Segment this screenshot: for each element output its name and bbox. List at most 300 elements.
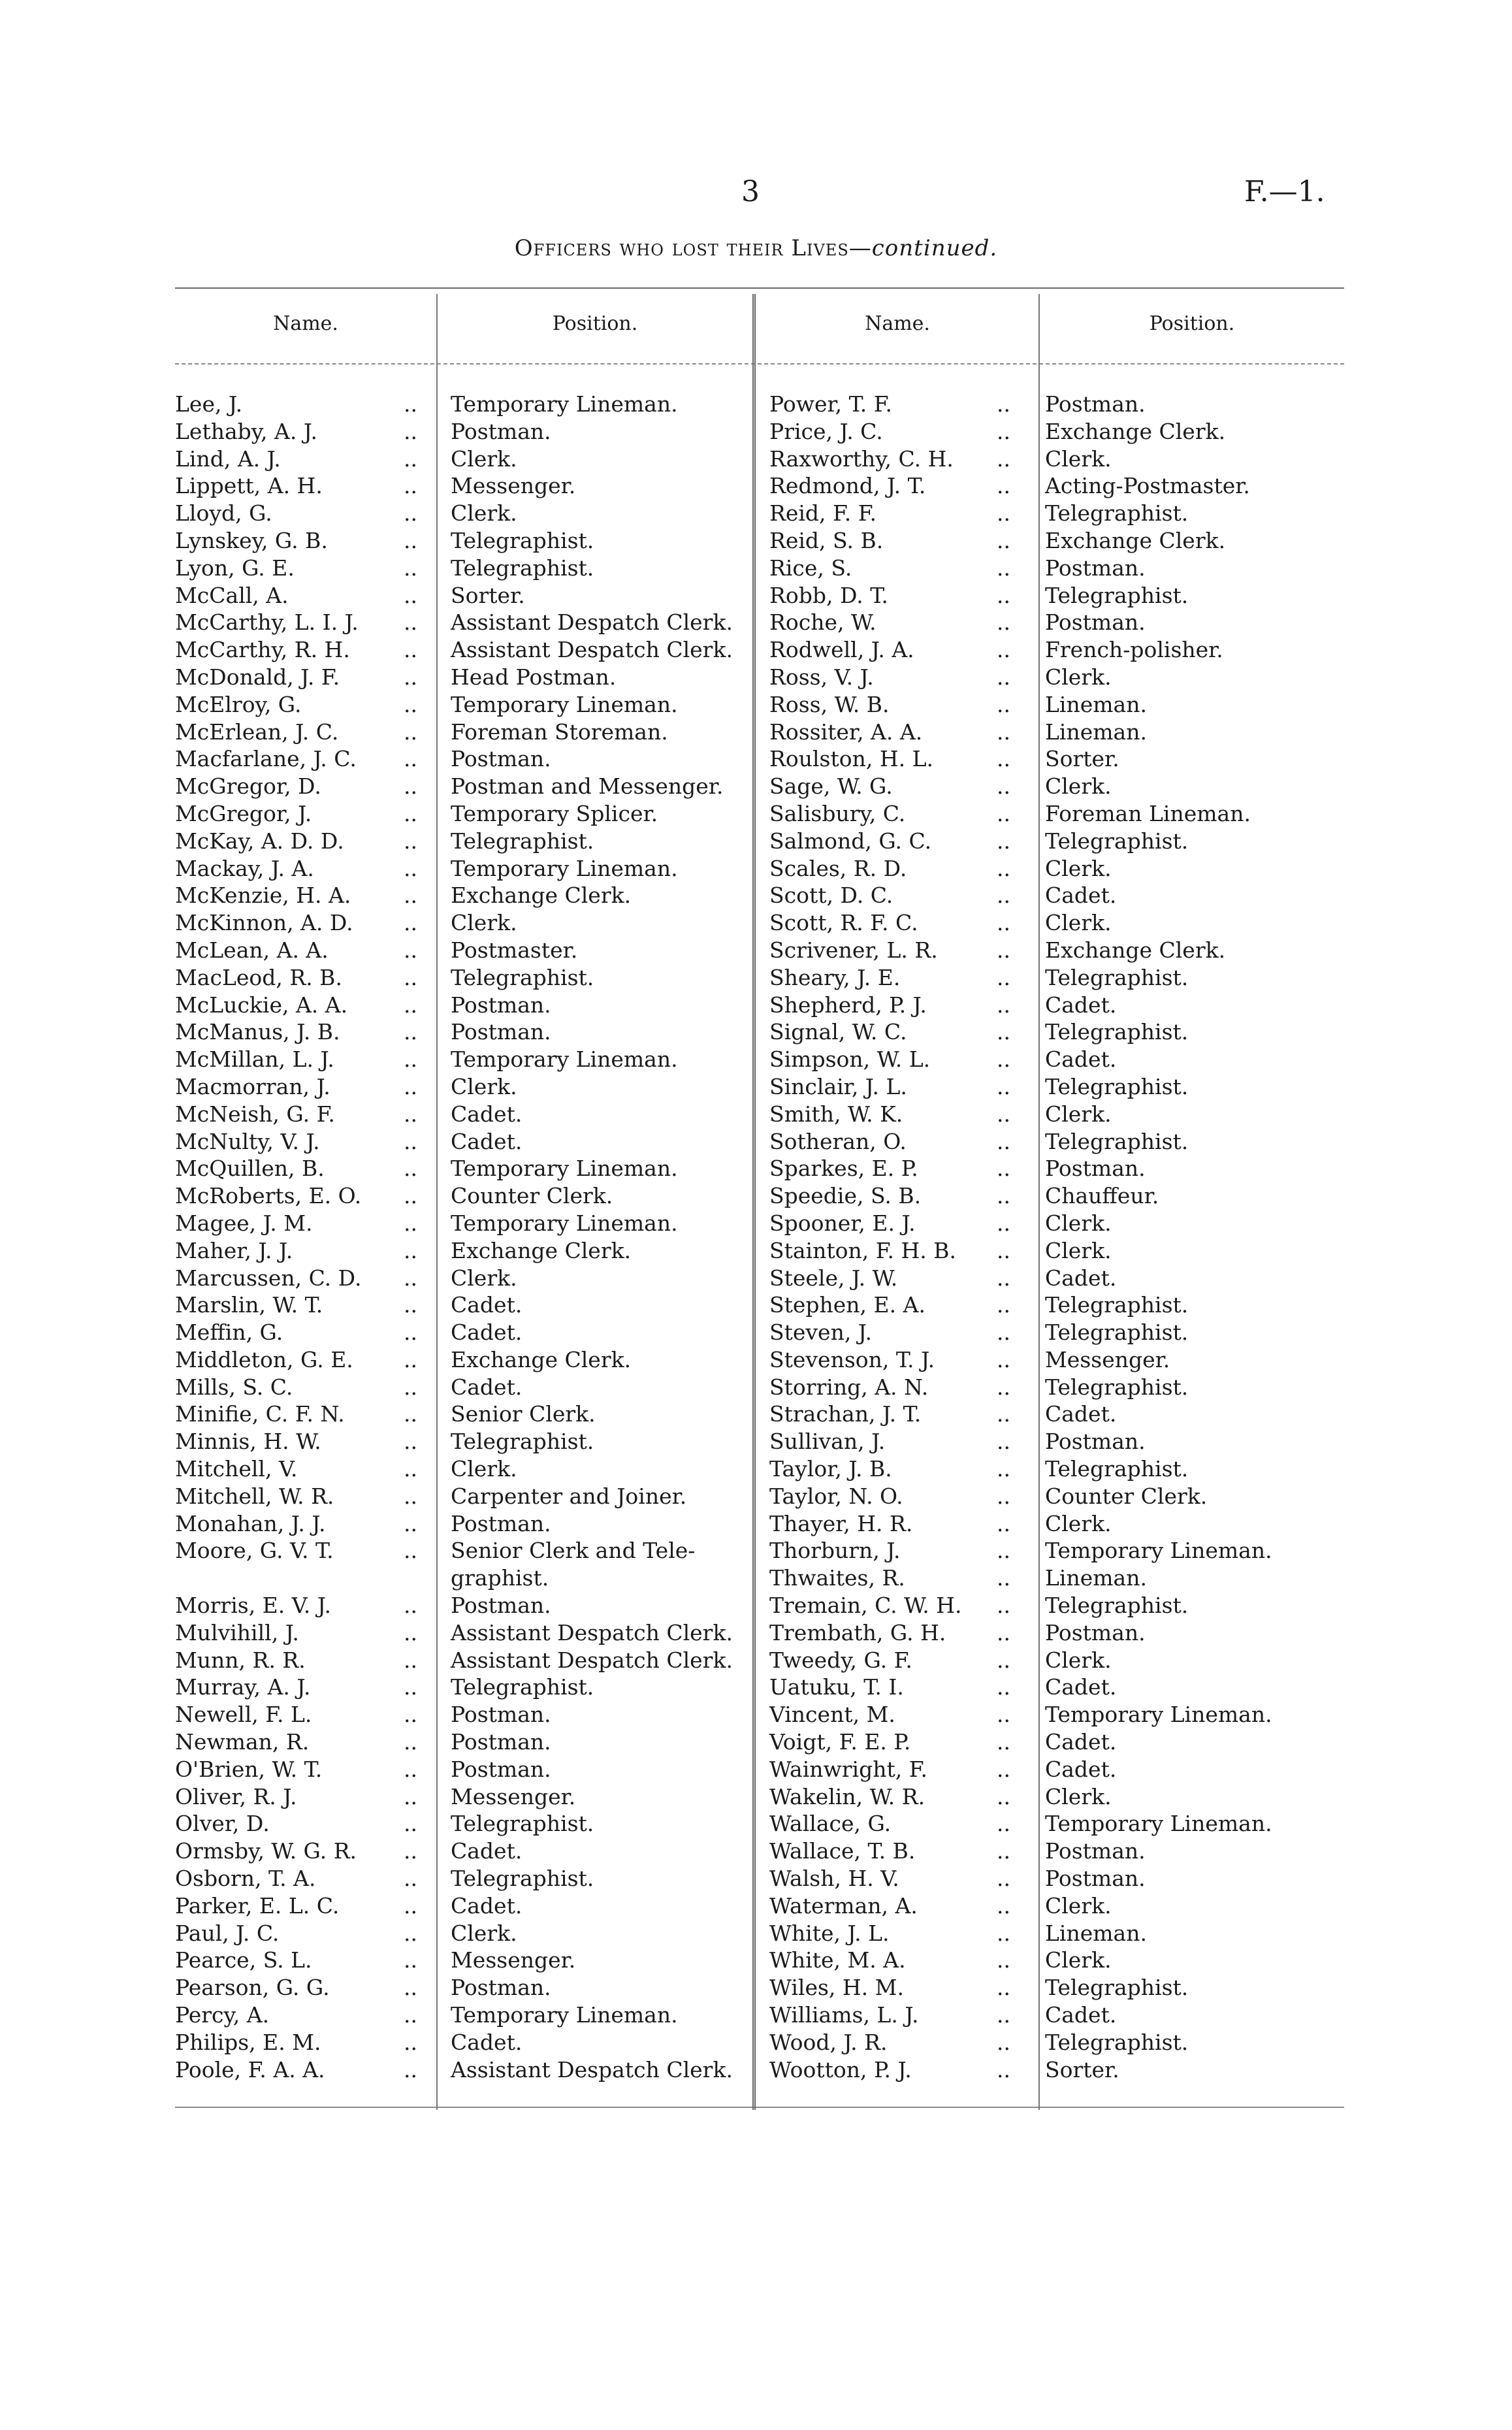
left-leader-dots: .. (404, 1756, 417, 1782)
right-name: Steele, J. W. (769, 1265, 898, 1291)
right-position: Telegraphist. (1045, 1456, 1189, 1482)
right-name: Speedie, S. B. (769, 1183, 922, 1209)
left-leader-dots: .. (404, 1892, 417, 1919)
left-position: Postman. (451, 746, 551, 772)
right-leader-dots: .. (997, 1483, 1010, 1509)
left-leader-dots: .. (404, 1456, 417, 1482)
right-leader-dots: .. (997, 1756, 1010, 1782)
right-leader-dots: .. (997, 1975, 1010, 2001)
right-position: Cadet. (1045, 1674, 1117, 1700)
left-leader-dots: .. (404, 1374, 417, 1400)
left-name: O'Brien, W. T. (175, 1756, 323, 1782)
left-leader-dots: .. (404, 664, 417, 690)
left-leader-dots: .. (404, 1510, 417, 1536)
left-position: Postman. (451, 1729, 551, 1755)
left-name: Lloyd, G. (175, 500, 272, 526)
right-position: Clerk. (1045, 855, 1112, 881)
left-leader-dots: .. (404, 1483, 417, 1509)
right-position: Postman. (1045, 609, 1146, 636)
right-position: Temporary Lineman. (1045, 1538, 1272, 1564)
left-name: Poole, F. A. A. (175, 2056, 325, 2082)
left-leader-dots: .. (404, 1210, 417, 1236)
left-position: Carpenter and Joiner. (451, 1483, 687, 1509)
left-leader-dots: .. (404, 1674, 417, 1700)
left-position: Assistant Despatch Clerk. (451, 637, 733, 663)
right-position: Sorter. (1045, 746, 1119, 772)
right-leader-dots: .. (997, 1892, 1010, 1919)
right-name: Waterman, A. (769, 1892, 918, 1919)
table-row (0, 664, 1512, 691)
right-position: Postman. (1045, 1429, 1146, 1455)
right-position: Clerk. (1045, 1237, 1112, 1263)
left-position: Cadet. (451, 1892, 523, 1919)
left-name: Moore, G. V. T. (175, 1538, 334, 1564)
right-position: Chauffeur. (1045, 1183, 1159, 1209)
table-row (0, 1155, 1512, 1182)
left-position: Postmaster. (451, 937, 578, 963)
left-leader-dots: .. (404, 719, 417, 745)
top-rule (175, 287, 1344, 289)
right-name: Taylor, N. O. (769, 1483, 903, 1509)
table-row (0, 800, 1512, 828)
left-leader-dots: .. (404, 1647, 417, 1673)
left-position: Telegraphist. (451, 1429, 594, 1455)
left-name: Osborn, T. A. (175, 1866, 316, 1892)
right-name: Stainton, F. H. B. (769, 1237, 956, 1263)
table-row (0, 1128, 1512, 1156)
left-leader-dots: .. (404, 828, 417, 854)
right-leader-dots: .. (997, 391, 1010, 417)
left-position: Assistant Despatch Clerk. (451, 1647, 733, 1673)
left-position: Clerk. (451, 446, 517, 472)
right-name: Sullivan, J. (769, 1429, 886, 1455)
left-position: Senior Clerk. (451, 1401, 596, 1427)
left-leader-dots: .. (404, 637, 417, 663)
left-name: Olver, D. (175, 1811, 270, 1837)
right-name: Storring, A. N. (769, 1374, 929, 1400)
right-name: Raxworthy, C. H. (769, 446, 954, 472)
left-position: Exchange Clerk. (451, 1346, 632, 1372)
left-name: Mackay, J. A. (175, 855, 314, 881)
table-row (0, 2056, 1512, 2084)
right-name: Uatuku, T. I. (769, 1674, 904, 1700)
left-leader-dots: .. (404, 500, 417, 526)
left-position: Postman. (451, 1756, 551, 1782)
left-leader-dots: .. (404, 555, 417, 581)
right-position: Clerk. (1045, 910, 1112, 936)
table-row (0, 1291, 1512, 1319)
left-name: McCarthy, R. H. (175, 637, 350, 663)
right-name: Spooner, E. J. (769, 1210, 916, 1236)
right-position: Foreman Lineman. (1045, 800, 1251, 826)
right-position: Telegraphist. (1045, 828, 1189, 854)
left-name: McGregor, D. (175, 773, 321, 800)
right-position: Clerk. (1045, 1947, 1112, 1973)
left-name: Marcussen, C. D. (175, 1265, 362, 1291)
table-row (0, 1073, 1512, 1101)
left-leader-dots: .. (404, 1073, 417, 1099)
right-leader-dots: .. (997, 1019, 1010, 1045)
right-position: Lineman. (1045, 691, 1147, 717)
right-leader-dots: .. (997, 1073, 1010, 1099)
left-name: McManus, J. B. (175, 1019, 340, 1045)
right-leader-dots: .. (997, 1702, 1010, 1728)
table-row (0, 1210, 1512, 1237)
left-position: Assistant Despatch Clerk. (451, 1619, 733, 1645)
right-leader-dots: .. (997, 1265, 1010, 1291)
right-name: Stevenson, T. J. (769, 1346, 935, 1372)
left-leader-dots: .. (404, 1619, 417, 1645)
left-name: Pearce, S. L. (175, 1947, 312, 1973)
table-row (0, 1647, 1512, 1674)
left-position: Assistant Despatch Clerk. (451, 609, 733, 636)
left-leader-dots: .. (404, 1947, 417, 1973)
left-position: Exchange Clerk. (451, 1237, 632, 1263)
right-position: Telegraphist. (1045, 2029, 1189, 2055)
left-name: McKinnon, A. D. (175, 910, 353, 936)
left-position: Sorter. (451, 582, 525, 608)
left-leader-dots: .. (404, 910, 417, 936)
right-name: Strachan, J. T. (769, 1401, 922, 1427)
left-position: Telegraphist. (451, 1674, 594, 1700)
left-name: Lee, J. (175, 391, 243, 417)
right-name: Trembath, G. H. (769, 1619, 946, 1645)
right-position: Clerk. (1045, 664, 1112, 690)
right-position: Telegraphist. (1045, 1292, 1189, 1318)
right-name: Rossiter, A. A. (769, 719, 923, 745)
right-position: Postman. (1045, 555, 1146, 581)
right-position: Clerk. (1045, 1892, 1112, 1919)
table-row (0, 773, 1512, 800)
right-name: Williams, L. J. (769, 2002, 919, 2028)
left-leader-dots: .. (404, 1265, 417, 1291)
left-position: Clerk. (451, 910, 517, 936)
right-leader-dots: .. (997, 1429, 1010, 1455)
right-leader-dots: .. (997, 1346, 1010, 1372)
left-name: Morris, E. V. J. (175, 1593, 331, 1619)
right-name: Simpson, W. L. (769, 1046, 931, 1073)
right-position: Temporary Lineman. (1045, 1811, 1272, 1837)
left-name: McQuillen, B. (175, 1156, 325, 1182)
left-leader-dots: .. (404, 964, 417, 990)
left-name: McElroy, G. (175, 691, 302, 717)
right-leader-dots: .. (997, 418, 1010, 444)
left-leader-dots: .. (404, 1156, 417, 1182)
column-header-name-right: Name. (865, 312, 930, 335)
left-name: McMillan, L. J. (175, 1046, 334, 1073)
right-position: Lineman. (1045, 719, 1147, 745)
right-leader-dots: .. (997, 1866, 1010, 1892)
right-leader-dots: .. (997, 937, 1010, 963)
table-row (0, 745, 1512, 773)
left-position: Cadet. (451, 1374, 523, 1400)
left-leader-dots: .. (404, 1729, 417, 1755)
left-name: Lynskey, G. B. (175, 527, 328, 553)
right-position: Telegraphist. (1045, 1593, 1189, 1619)
left-name: Maher, J. J. (175, 1237, 293, 1263)
table-row (0, 1838, 1512, 1865)
left-name: Middleton, G. E. (175, 1346, 353, 1372)
left-leader-dots: .. (404, 1292, 417, 1318)
right-position: Cadet. (1045, 1756, 1117, 1782)
table-row (0, 1728, 1512, 1756)
table-row (0, 1974, 1512, 2001)
left-name: McRoberts, E. O. (175, 1183, 362, 1209)
right-position: Postman. (1045, 1619, 1146, 1645)
left-name: McNulty, V. J. (175, 1128, 320, 1154)
left-position: Assistant Despatch Clerk. (451, 2056, 733, 2082)
left-position: Clerk. (451, 1265, 517, 1291)
left-leader-dots: .. (404, 773, 417, 800)
left-name: Mitchell, V. (175, 1456, 298, 1482)
right-leader-dots: .. (997, 855, 1010, 881)
right-name: Voigt, F. E. P. (769, 1729, 911, 1755)
table-row (0, 1564, 1512, 1592)
right-leader-dots: .. (997, 992, 1010, 1018)
left-position: Cadet. (451, 1128, 523, 1154)
right-leader-dots: .. (997, 1619, 1010, 1645)
left-position: Postman. (451, 1702, 551, 1728)
left-leader-dots: .. (404, 992, 417, 1018)
left-leader-dots: .. (404, 1401, 417, 1427)
table-row (0, 636, 1512, 664)
right-leader-dots: .. (997, 2029, 1010, 2055)
right-leader-dots: .. (997, 1565, 1010, 1591)
right-leader-dots: .. (997, 1783, 1010, 1809)
left-leader-dots: .. (404, 1046, 417, 1073)
right-leader-dots: .. (997, 1510, 1010, 1536)
left-leader-dots: .. (404, 1975, 417, 2001)
table-row (0, 418, 1512, 446)
right-position: Clerk. (1045, 1101, 1112, 1127)
right-name: Steven, J. (769, 1320, 872, 1346)
table-row (0, 882, 1512, 909)
left-name: Murray, A. J. (175, 1674, 311, 1700)
left-position: Messenger. (451, 1947, 576, 1973)
table-row (0, 527, 1512, 555)
right-leader-dots: .. (997, 1210, 1010, 1236)
right-leader-dots: .. (997, 664, 1010, 690)
table-caption (0, 235, 1512, 261)
left-name: McCarthy, L. I. J. (175, 609, 359, 636)
right-position: Cadet. (1045, 2002, 1117, 2028)
right-position: Counter Clerk. (1045, 1483, 1208, 1509)
left-position: Telegraphist. (451, 828, 594, 854)
right-name: Sparkes, E. P. (769, 1156, 918, 1182)
left-position: Temporary Lineman. (451, 691, 678, 717)
right-name: Salisbury, C. (769, 800, 906, 826)
left-leader-dots: .. (404, 1538, 417, 1564)
left-leader-dots: .. (404, 1593, 417, 1619)
table-row (0, 1783, 1512, 1811)
left-position: Cadet. (451, 2029, 523, 2055)
right-position: Telegraphist. (1045, 1128, 1189, 1154)
left-name: McKay, A. D. D. (175, 828, 344, 854)
table-row (0, 1810, 1512, 1838)
right-position: Clerk. (1045, 1783, 1112, 1809)
table-row (0, 1947, 1512, 1974)
right-name: Tweedy, G. F. (769, 1647, 912, 1673)
left-name: Lyon, G. E. (175, 555, 295, 581)
left-name: Lind, A. J. (175, 446, 281, 472)
right-leader-dots: .. (997, 500, 1010, 526)
table-row (0, 1401, 1512, 1428)
left-name: Newell, F. L. (175, 1702, 312, 1728)
right-position: Telegraphist. (1045, 582, 1189, 608)
right-leader-dots: .. (997, 1920, 1010, 1946)
left-leader-dots: .. (404, 1783, 417, 1809)
left-leader-dots: .. (404, 1920, 417, 1946)
left-leader-dots: .. (404, 473, 417, 499)
caption-continued: continued. (871, 235, 998, 261)
left-position: Postman. (451, 992, 551, 1018)
left-position: Cadet. (451, 1101, 523, 1127)
table-row (0, 1428, 1512, 1455)
table-row (0, 1237, 1512, 1265)
left-position: Cadet. (451, 1838, 523, 1864)
table-row (0, 1920, 1512, 1947)
left-position: Exchange Clerk. (451, 883, 632, 909)
left-position: Postman. (451, 418, 551, 444)
right-position: Postman. (1045, 1866, 1146, 1892)
right-leader-dots: .. (997, 637, 1010, 663)
right-name: Rice, S. (769, 555, 852, 581)
left-leader-dots: .. (404, 1101, 417, 1127)
left-name: MacLeod, R. B. (175, 964, 342, 990)
right-name: Roulston, H. L. (769, 746, 933, 772)
column-header-position-right: Position. (1149, 312, 1235, 335)
left-position: Temporary Lineman. (451, 855, 678, 881)
table-row (0, 691, 1512, 719)
table-row (0, 609, 1512, 636)
left-leader-dots: .. (404, 2029, 417, 2055)
table-row (0, 1046, 1512, 1073)
right-leader-dots: .. (997, 1401, 1010, 1427)
left-position: Temporary Lineman. (451, 391, 678, 417)
officers-table-body (0, 391, 1512, 2083)
left-leader-dots: .. (404, 1320, 417, 1346)
right-leader-dots: .. (997, 1947, 1010, 1973)
right-leader-dots: .. (997, 2056, 1010, 2082)
right-leader-dots: .. (997, 1183, 1010, 1209)
left-name: Percy, A. (175, 2002, 270, 2028)
left-name: Parker, E. L. C. (175, 1892, 340, 1919)
left-name: Ormsby, W. G. R. (175, 1838, 357, 1864)
left-position: Temporary Splicer. (451, 800, 658, 826)
left-name: Minifie, C. F. N. (175, 1401, 345, 1427)
left-position: Clerk. (451, 1456, 517, 1482)
left-leader-dots: .. (404, 418, 417, 444)
table-row (0, 1101, 1512, 1128)
table-row (0, 1892, 1512, 1920)
table-row (0, 1619, 1512, 1647)
left-leader-dots: .. (404, 1346, 417, 1372)
left-position: Cadet. (451, 1320, 523, 1346)
left-name: Oliver, R. J. (175, 1783, 297, 1809)
right-leader-dots: .. (997, 1456, 1010, 1482)
left-leader-dots: .. (404, 2056, 417, 2082)
right-name: Ross, V. J. (769, 664, 874, 690)
right-name: Signal, W. C. (769, 1019, 907, 1045)
table-row (0, 1018, 1512, 1046)
right-leader-dots: .. (997, 800, 1010, 826)
table-row (0, 719, 1512, 746)
right-name: Thayer, H. R. (769, 1510, 913, 1536)
right-leader-dots: .. (997, 555, 1010, 581)
left-position: Head Postman. (451, 664, 617, 690)
left-position: Clerk. (451, 1073, 517, 1099)
table-row (0, 2001, 1512, 2029)
right-name: Sheary, J. E. (769, 964, 901, 990)
left-leader-dots: .. (404, 691, 417, 717)
left-leader-dots: .. (404, 2002, 417, 2028)
right-name: Wainwright, F. (769, 1756, 927, 1782)
left-position: Telegraphist. (451, 964, 594, 990)
left-position: Telegraphist. (451, 1866, 594, 1892)
left-position: Temporary Lineman. (451, 1046, 678, 1073)
left-position: Temporary Lineman. (451, 1210, 678, 1236)
right-position: Lineman. (1045, 1565, 1147, 1591)
left-name: Munn, R. R. (175, 1647, 306, 1673)
right-position: French-polisher. (1045, 637, 1223, 663)
table-row (0, 828, 1512, 855)
right-leader-dots: .. (997, 446, 1010, 472)
right-position: Clerk. (1045, 773, 1112, 800)
left-leader-dots: .. (404, 1838, 417, 1864)
right-name: Wiles, H. M. (769, 1975, 904, 2001)
right-leader-dots: .. (997, 473, 1010, 499)
right-position: Postman. (1045, 1156, 1146, 1182)
right-leader-dots: .. (997, 1538, 1010, 1564)
left-name: Mitchell, W. R. (175, 1483, 334, 1509)
left-name: Newman, R. (175, 1729, 310, 1755)
left-leader-dots: .. (404, 1429, 417, 1455)
left-position: Postman. (451, 1019, 551, 1045)
right-position: Cadet. (1045, 1401, 1117, 1427)
right-position: Telegraphist. (1045, 964, 1189, 990)
left-leader-dots: .. (404, 582, 417, 608)
left-name: McDonald, J. F. (175, 664, 340, 690)
left-leader-dots: .. (404, 855, 417, 881)
right-name: Sage, W. G. (769, 773, 893, 800)
left-name: Meffin, G. (175, 1320, 283, 1346)
table-row (0, 1674, 1512, 1701)
right-leader-dots: .. (997, 1593, 1010, 1619)
left-position: Clerk. (451, 1920, 517, 1946)
left-name: Monahan, J. J. (175, 1510, 326, 1536)
left-name: Paul, J. C. (175, 1920, 280, 1946)
left-name: McNeish, G. F. (175, 1101, 335, 1127)
table-row (0, 1455, 1512, 1483)
left-name: McGregor, J. (175, 800, 312, 826)
right-name: Price, J. C. (769, 418, 883, 444)
right-leader-dots: .. (997, 527, 1010, 553)
left-leader-dots: .. (404, 1811, 417, 1837)
right-name: Reid, S. B. (769, 527, 884, 553)
right-name: Stephen, E. A. (769, 1292, 925, 1318)
bottom-rule (175, 2107, 1344, 2108)
right-leader-dots: .. (997, 1156, 1010, 1182)
document-reference: F.—1. (1244, 175, 1325, 208)
right-name: Ross, W. B. (769, 691, 890, 717)
right-name: Wakelin, W. R. (769, 1783, 925, 1809)
right-leader-dots: .. (997, 1729, 1010, 1755)
right-leader-dots: .. (997, 719, 1010, 745)
left-position: Foreman Storeman. (451, 719, 668, 745)
table-row (0, 1483, 1512, 1510)
left-position: Cadet. (451, 1292, 523, 1318)
table-row (0, 2029, 1512, 2056)
